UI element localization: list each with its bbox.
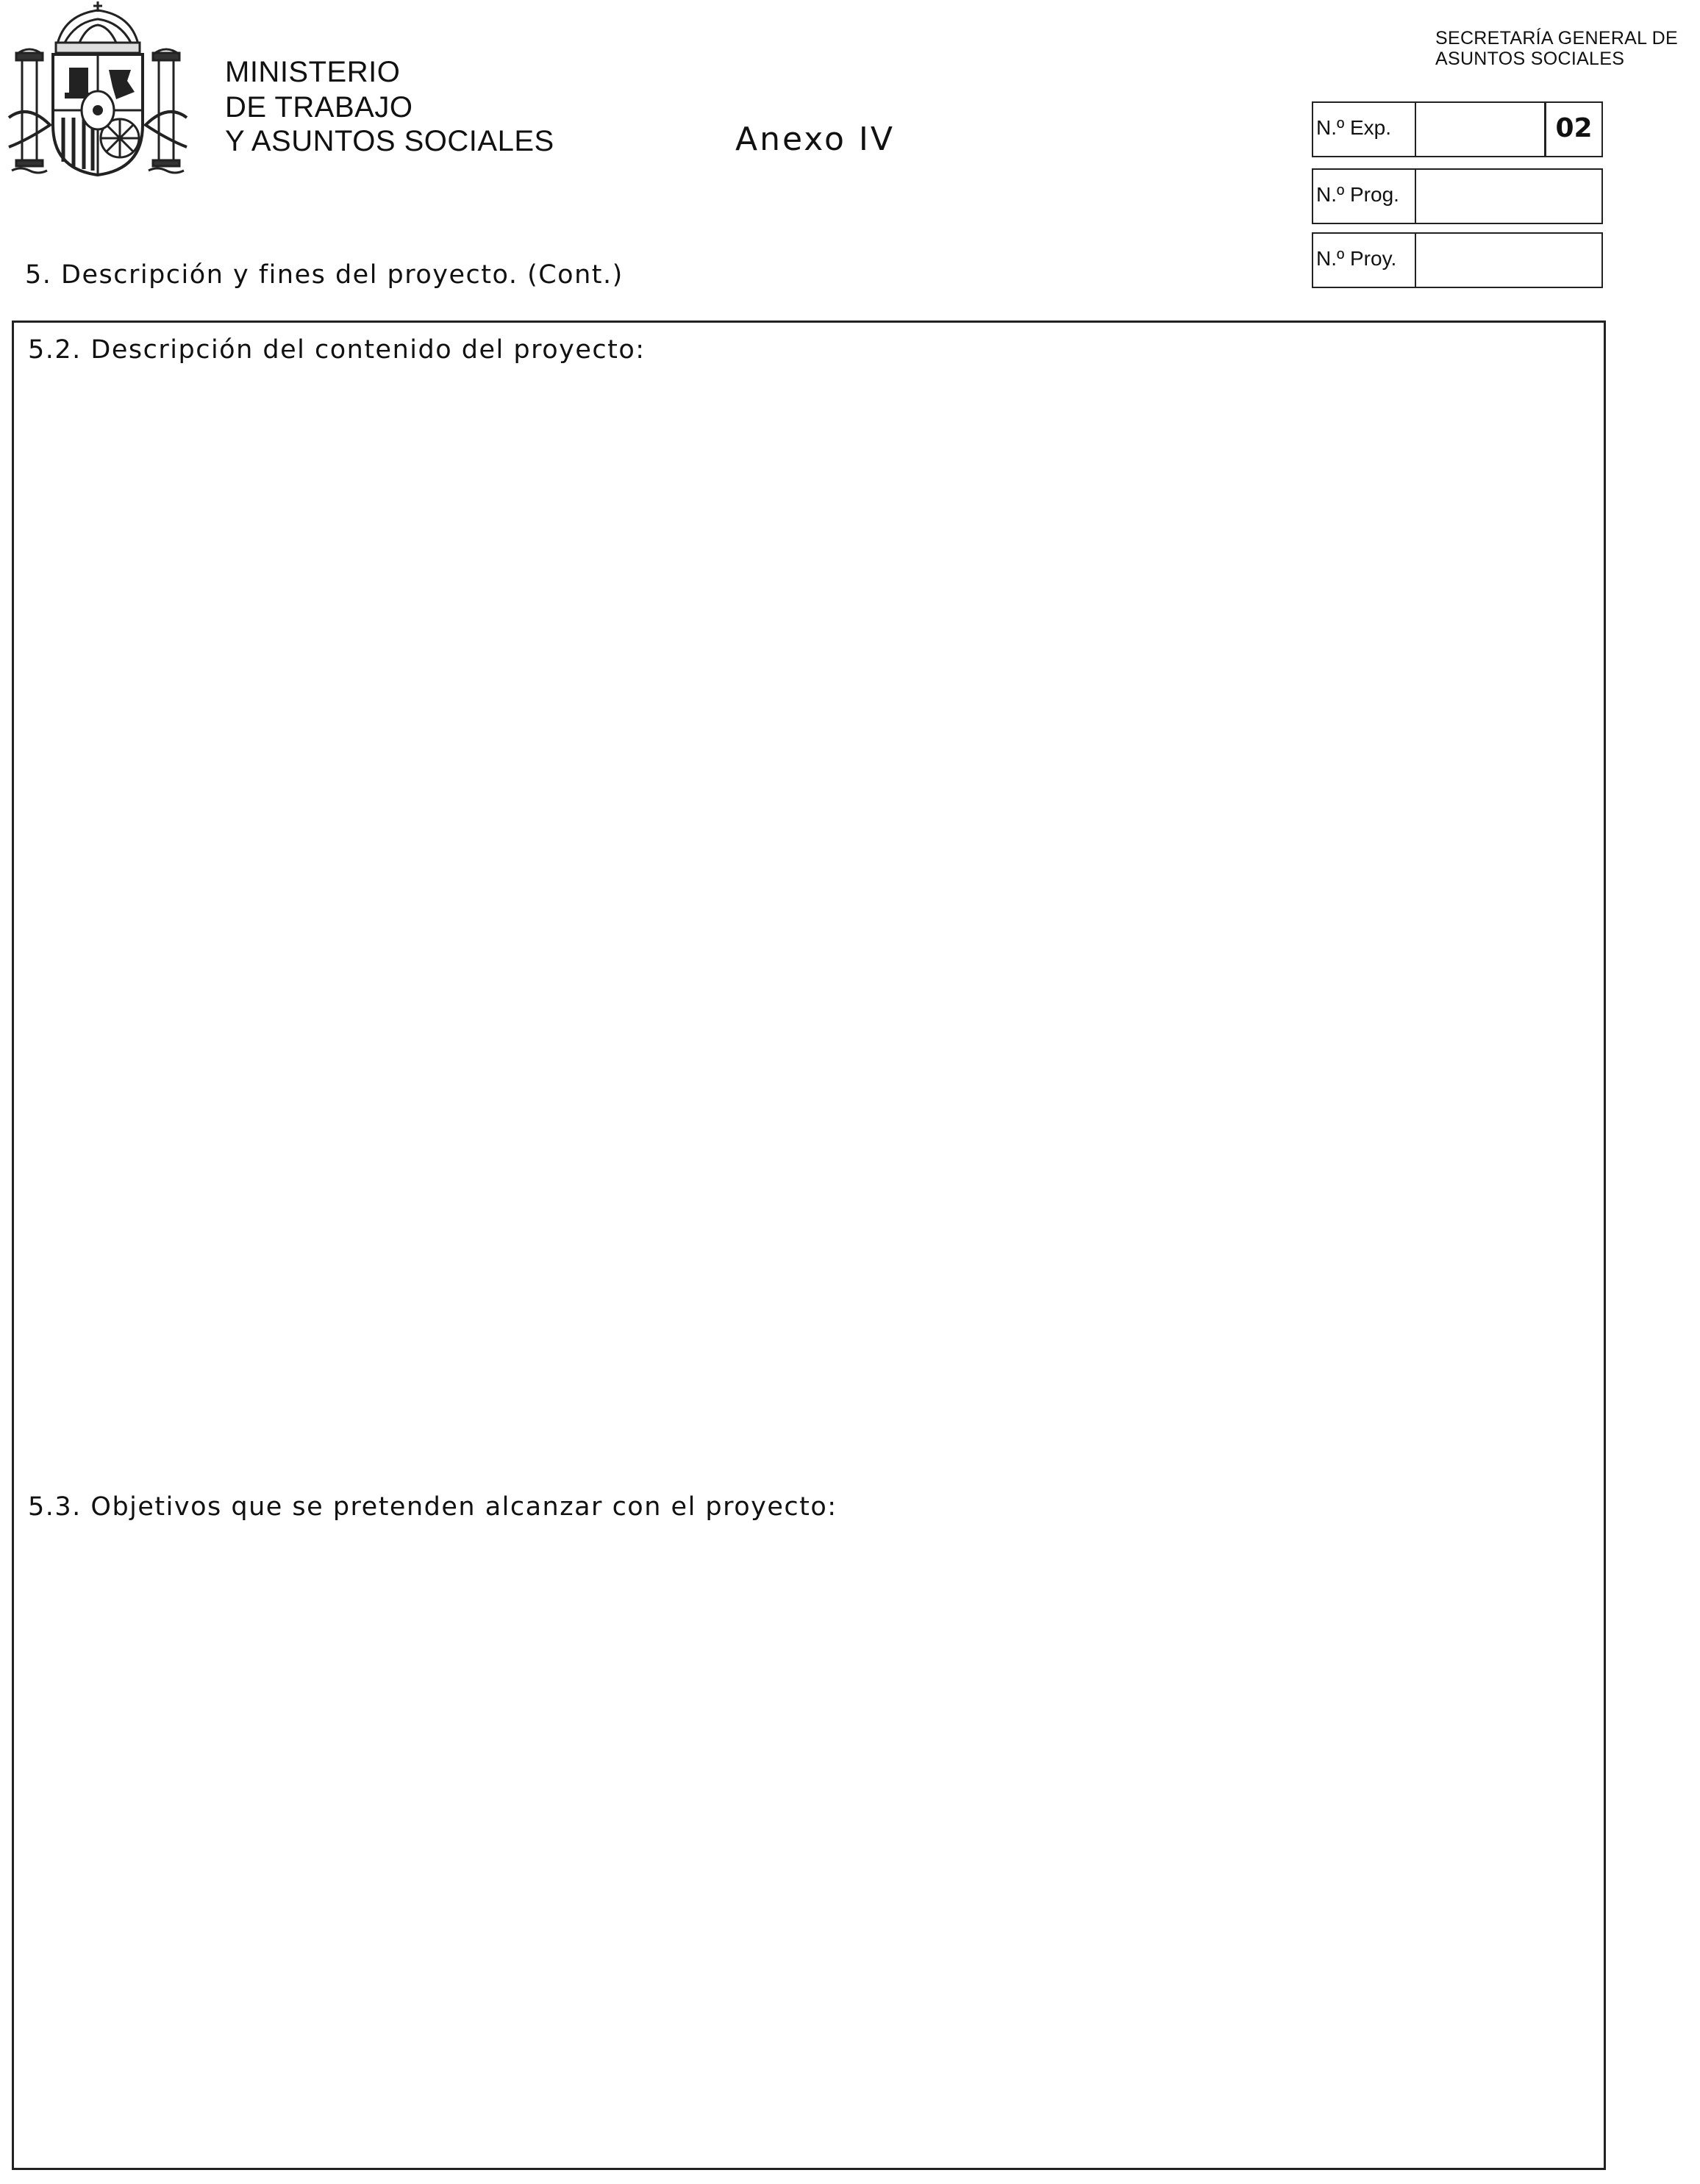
prog-number-box — [1312, 168, 1603, 224]
project-content-description-area[interactable] — [18, 375, 1599, 1478]
prog-number-label: N.º Prog. — [1313, 170, 1416, 223]
field-label-5-3: 5.3. Objetivos que se pretenden alcanzar con el proyecto: — [28, 1492, 838, 1522]
section-heading: 5. Descripción y fines del proyecto. (Cont.) — [25, 260, 624, 290]
proy-number-box — [1312, 232, 1603, 288]
prog-number-field[interactable] — [1416, 170, 1601, 223]
annex-title: Anexo IV — [735, 121, 895, 158]
secretariat-line-2: ASUNTOS SOCIALES — [1435, 49, 1625, 69]
exp-number-label: N.º Exp. — [1313, 103, 1416, 156]
exp-number-box — [1312, 101, 1603, 157]
ministry-name-line-3: Y ASUNTOS SOCIALES — [225, 125, 554, 157]
ministry-name-line-2: DE TRABAJO — [225, 91, 413, 123]
exp-number-field[interactable] — [1416, 103, 1601, 156]
proy-number-field[interactable] — [1416, 234, 1601, 287]
ministry-name-line-1: MINISTERIO — [225, 56, 401, 88]
coat-of-arms-emblem — [6, 0, 190, 180]
proy-number-label: N.º Proy. — [1313, 234, 1416, 287]
project-objectives-area[interactable] — [18, 1532, 1599, 2164]
secretariat-line-1: SECRETARÍA GENERAL DE — [1435, 28, 1678, 49]
field-label-5-2: 5.2. Descripción del contenido del proyecto: — [28, 335, 646, 365]
exp-code: 02 — [1544, 103, 1601, 156]
